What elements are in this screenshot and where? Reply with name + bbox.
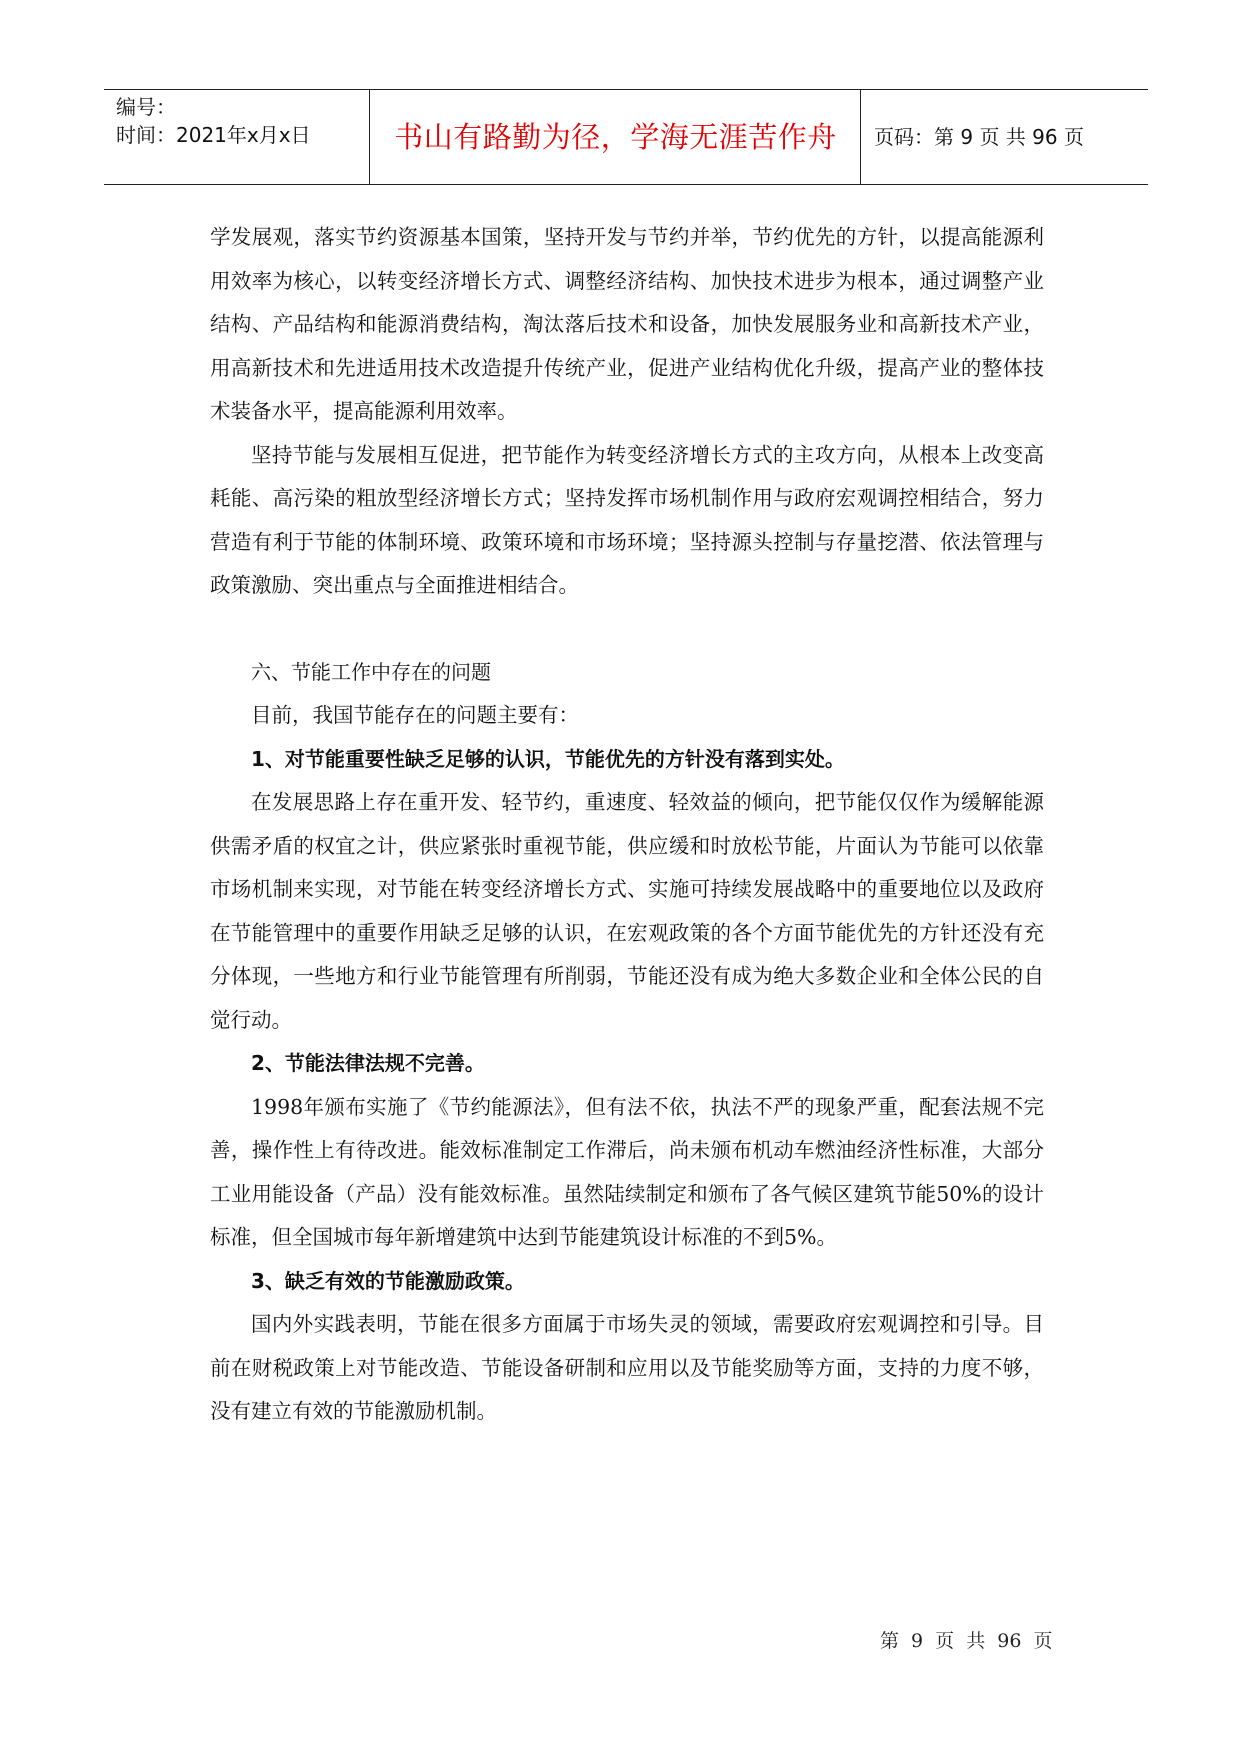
- page-footer: 第 9 页 共 96 页: [880, 1630, 1053, 1652]
- header-divider: [369, 90, 370, 184]
- paragraph: 学发展观，落实节约资源基本国策，坚持开发与节约并举，节约优先的方针，以提高能源利用效率为核心，以转变经济增长方式、调整经济结构、加快技术进步为根本，通过调整产业结构、产品结构和能源消费结构，淘汰落后技术和设备，加快发展服务业和高新技术产业，用高新技术和先进适用技术改造提升传统产业，促进产业结构优化升级，提高产业的整体技术装备水平，提高能源利用效率。: [210, 225, 1044, 423]
- paragraph: 国内外实践表明，节能在很多方面属于市场失灵的领域，需要政府宏观调控和引导。目前在财税政策上对节能改造、节能设备研制和应用以及节能奖励等方面，支持的力度不够，没有建立有效的节能激励机制。: [210, 1312, 1044, 1423]
- section-heading: 六、节能工作中存在的问题: [251, 659, 491, 684]
- subsection-heading: 1、对节能重要性缺乏足够的认识，节能优先的方针没有落到实处。: [251, 746, 845, 771]
- subsection-heading: 3、缺乏有效的节能激励政策。: [251, 1268, 525, 1293]
- header-page-info: 页码：第 9 页 共 96 页: [874, 125, 1084, 149]
- header-divider: [860, 90, 861, 184]
- paragraph: 在发展思路上存在重开发、轻节约，重速度、轻效益的倾向，把节能仅仅作为缓解能源供需矛盾的权宜之计，供应紧张时重视节能，供应缓和时放松节能，片面认为节能可以依靠市场机制来实现，对节能在转变经济增长方式、实施可持续发展战略中的重要地位以及政府在节能管理中的重要作用缺乏足够的认识，在宏观政策的各个方面节能优先的方针还没有充分体现，一些地方和行业节能管理有所削弱，节能还没有成为绝大多数企业和全体公民的自觉行动。: [210, 790, 1044, 1032]
- paragraph: 目前，我国节能存在的问题主要有：: [251, 703, 579, 727]
- document-body: [210, 216, 1044, 1434]
- document-time-label: 时间：2021年x月x日: [116, 123, 311, 147]
- document-number-label: 编号：: [116, 95, 176, 119]
- document-header: [104, 89, 1148, 185]
- header-motto: 书山有路勤为径，学海无涯苦作舟: [394, 120, 837, 154]
- header-meta: [116, 93, 366, 149]
- section-spacer: [210, 608, 1044, 651]
- subsection-heading: 2、节能法律法规不完善。: [251, 1051, 485, 1075]
- paragraph: 1998年颁布实施了《节约能源法》，但有法不依，执法不严的现象严重，配套法规不完善，操作性上有待改进。能效标准制定工作滞后，尚未颁布机动车燃油经济性标准，大部分工业用能设备（产品）没有能效标准。虽然陆续制定和颁布了各气候区建筑节能50%的设计标准，但全国城市每年新增建筑中达到节能建筑设计标准的不到5%。: [210, 1094, 1044, 1249]
- paragraph: 坚持节能与发展相互促进，把节能作为转变经济增长方式的主攻方向，从根本上改变高耗能、高污染的粗放型经济增长方式；坚持发挥市场机制作用与政府宏观调控相结合，努力营造有利于节能的体制环境、政策环境和市场环境；坚持源头控制与存量挖潜、依法管理与政策激励、突出重点与全面推进相结合。: [210, 442, 1044, 597]
